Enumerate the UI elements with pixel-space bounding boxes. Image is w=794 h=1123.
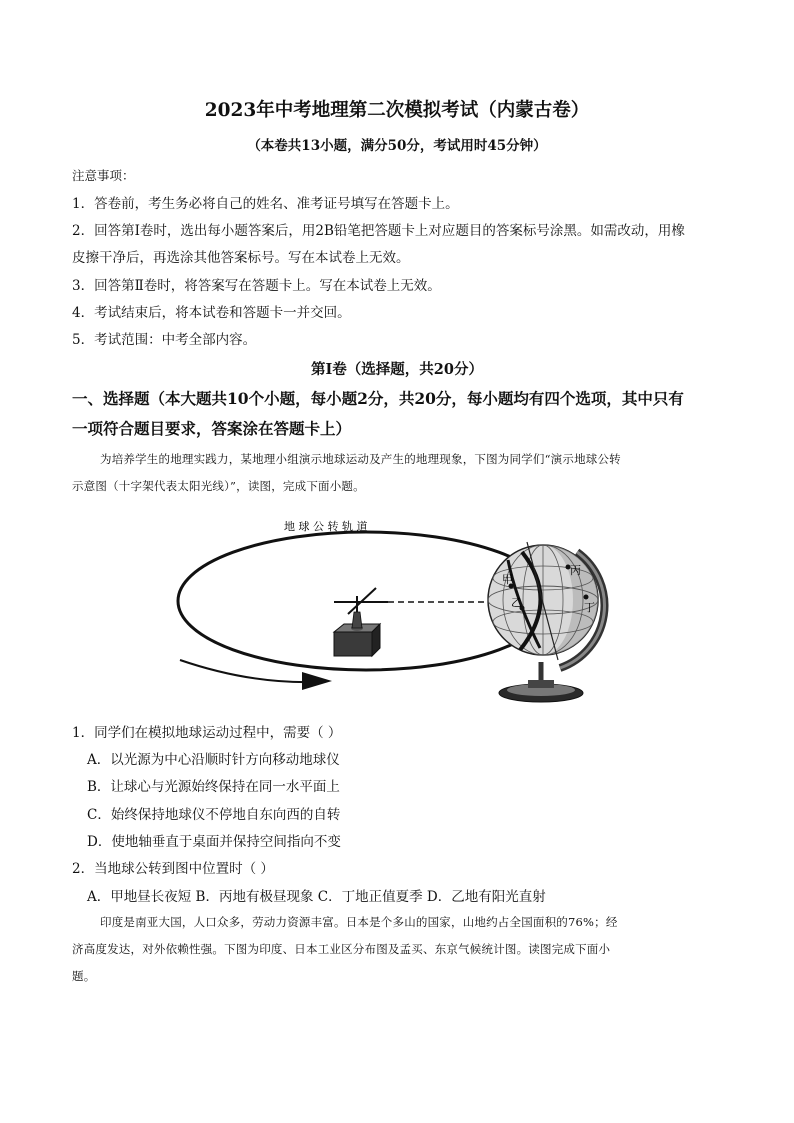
part-heading-line-2: 一项符合题目要求，答案涂在答题卡上） [72, 419, 352, 438]
section-title: 第Ⅰ卷（选择题，共20分） [311, 361, 483, 378]
q2-options: A．甲地昼长夜短 B．丙地有极昼现象 C．丁地正值夏季 D．乙地有阳光直射 [87, 889, 546, 905]
notes-item-2-line-2: 皮擦干净后，再选涂其他答案标号。写在本试卷上无效。 [72, 250, 410, 266]
point-label-bing: 丙 [570, 564, 581, 577]
notes-heading: 注意事项： [72, 168, 135, 183]
point-label-jia: 甲 [502, 573, 513, 586]
exam-subtitle: （本卷共13小题，满分50分，考试用时45分钟） [247, 138, 547, 154]
q1-option-d: D．使地轴垂直于桌面并保持空间指向不变 [87, 834, 341, 850]
notes-item-1: 1．答卷前，考生务必将自己的姓名、准考证号填写在答题卡上。 [72, 196, 459, 212]
orbit-label: 地 球 公 转 轨 道 [284, 520, 368, 533]
exam-title: 2023年中考地理第二次模拟考试（内蒙古卷） [204, 100, 590, 121]
notes-item-5: 5．考试范围：中考全部内容。 [72, 332, 257, 348]
direction-arrow-line [180, 660, 316, 682]
q1-option-a: A．以光源为中心沿顺时针方向移动地球仪 [87, 752, 340, 768]
intro-1-line-2: 示意图（十字架代表太阳光线）”，读图，完成下面小题。 [72, 479, 365, 493]
q1-option-b: B．让球心与光源始终保持在同一水平面上 [87, 779, 340, 795]
point-label-ding: 丁 [584, 601, 595, 614]
direction-arrow-head [302, 672, 332, 690]
intro-2-line-2: 济高度发达，对外依赖性强。下图为印度、日本工业区分布图及孟买、东京气候统计图。读图完成下面小 [72, 942, 611, 956]
intro-1-line-1: 为培养学生的地理实践力，某地理小组演示地球运动及产生的地理现象，下图为同学们“演示地球公转 [100, 452, 621, 466]
globe [488, 542, 598, 660]
intro-2-line-1: 印度是南亚大国，人口众多，劳动力资源丰富。日本是个多山的国家，山地约占全国面积的76%；经 [100, 915, 618, 929]
notes-item-3: 3．回答第Ⅱ卷时，将答案写在答题卡上。写在本试卷上无效。 [72, 278, 441, 294]
intro-2-line-3: 题。 [72, 969, 96, 983]
q2-stem: 2．当地球公转到图中位置时（ ） [72, 861, 274, 877]
part-heading-line-1: 一、选择题（本大题共10个小题，每小题2分，共20分，每小题均有四个选项，其中只有 [72, 389, 684, 408]
q1-option-c: C．始终保持地球仪不停地自东向西的自转 [87, 807, 341, 823]
notes-item-4: 4．考试结束后，将本试卷和答题卡一并交回。 [72, 305, 351, 321]
notes-item-2-line-1: 2．回答第Ⅰ卷时，选出每小题答案后，用2B铅笔把答题卡上对应题目的答案标号涂黑。如需改动，用橡 [72, 223, 685, 239]
q1-stem: 1．同学们在模拟地球运动过程中，需要（ ） [72, 725, 342, 741]
light-source [334, 588, 388, 656]
point-label-yi: 乙 [511, 596, 522, 609]
